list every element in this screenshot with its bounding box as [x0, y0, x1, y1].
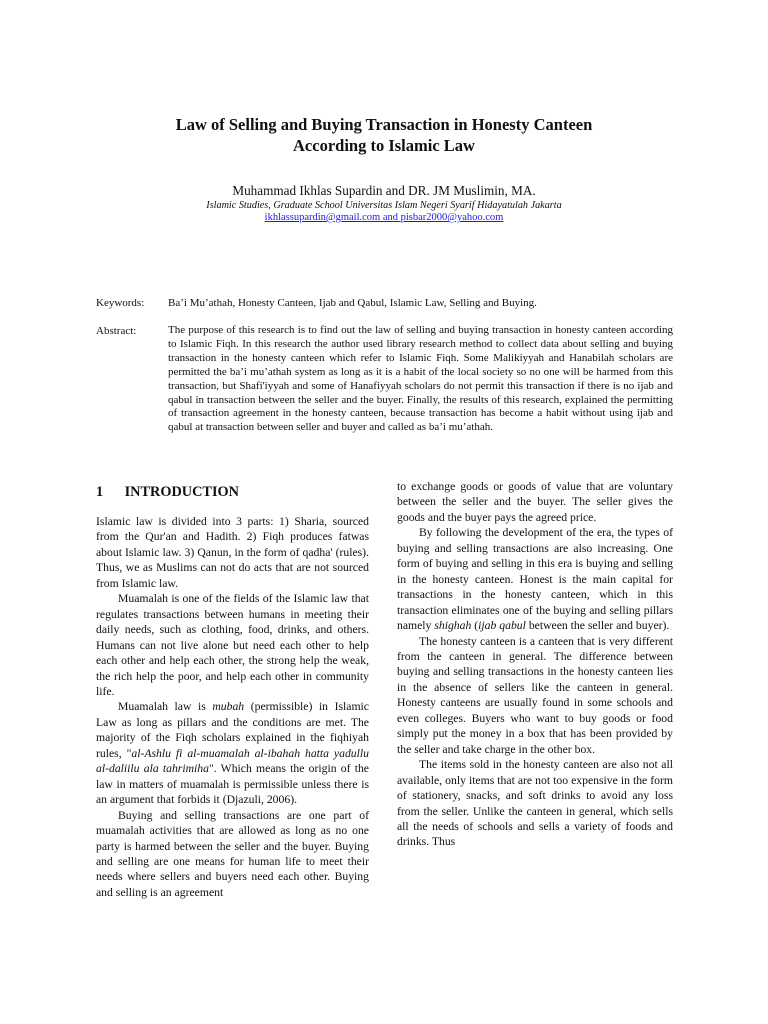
paragraph: Muamalah law is mubah (permissible) in Islamic Law as long as pillars and the conditions are met. The majority of the Fiqh scholars explained in the fiqhiyah rules, "al-Ashlu fi al-muamalah al-ibahah hatta yadullu al-daliilu ala tahrimiha". Which means the origin of the law in matters of muamalah is permissible unless there is an argument that forbids it (Djazuli, 2006). [96, 700, 369, 807]
authors: Muhammad Ikhlas Supardin and DR. JM Muslimin, MA. [232, 183, 536, 198]
left-column [96, 514, 369, 900]
abstract-label: Abstract: [96, 325, 137, 337]
section-number: 1 [96, 484, 104, 500]
email-link[interactable]: ikhlassupardin@gmail.com and pisbar2000@yahoo.com [264, 212, 504, 223]
keywords-label: Keywords: [96, 297, 145, 309]
paragraph: Muamalah is one of the fields of the Islamic law that regulates transactions between humans in meeting their daily needs, such as clothing, food, drinks, and others. Humans can not live alone but need each other to help each other and help each other, the strong help the weak, the rich help the poor, and help each other in community life. [96, 592, 369, 698]
section-title: INTRODUCTION [124, 484, 239, 500]
section-heading [96, 483, 239, 501]
paragraph: to exchange goods or goods of value that are voluntary between the seller and the buyer. The seller gives the goods and the buyer pays the agreed price. [397, 480, 673, 524]
paragraph: Islamic law is divided into 3 parts: 1) Sharia, sourced from the Qur'an and Hadith. 2) Fiqh produces fatwas about Islamic law. 3) Qanun, in the form of qadha' (rules). Thus, we as Muslims can not do acts that are not sourced from Islamic law. [96, 515, 369, 590]
author-emails[interactable] [96, 211, 672, 224]
affiliation: Islamic Studies, Graduate School Universitas Islam Negeri Syarif Hidayatulah Jakarta [206, 200, 562, 211]
paragraph: Buying and selling transactions are one part of muamalah activities that are allowed as long as no one party is harmed between the seller and the buyer. Buying and selling are one means for human life to meet their needs where sellers and buyers need each other. Buying and selling is an agreement [96, 808, 369, 899]
title-line-1: Law of Selling and Buying Transaction in Honesty Canteen [175, 115, 593, 134]
paragraph: The items sold in the honesty canteen are also not all available, only items that are not too expensive in the form of stationery, snacks, and soft drinks to avoid any loss from the seller. Unlike the canteen in general, which sells all the needs of schools and sells a variety of foods and drinks. Thus [397, 758, 673, 849]
right-column [397, 479, 673, 850]
paper-title [96, 114, 672, 156]
paragraph: The honesty canteen is a canteen that is very different from the canteen in general. The difference between buying and selling transactions in the honesty canteen lies in the absence of sellers like the canteen in general. Honesty canteens are usually found in some schools and even colleges. Buyers who want to buy goods or food simply put the money in a box that has been provided by the seller and take charge in the other box. [397, 634, 673, 756]
keywords-text: Ba’i Mu’athah, Honesty Canteen, Ijab and Qabul, Islamic Law, Selling and Buying. [168, 297, 537, 309]
title-line-2: According to Islamic Law [293, 136, 475, 155]
paragraph: By following the development of the era, the types of buying and selling transactions are also increasing. One form of buying and selling in this era is buying and selling in the honesty canteen. Honest is the main capital for transactions in the honesty canteen, which in this transaction eliminates one of the buying and selling pillars namely shighah (ijab qabul between the seller and buyer). [397, 526, 673, 633]
abstract-text: The purpose of this research is to find out the law of selling and buying transaction in honesty canteen according to Islamic Fiqh. In this research the author used library research method to collect data about selling and buying transaction in the honesty canteen which refer to Islamic Fiqh. Some Malikiyyah and Hanabilah scholars are permitted the ba’i mu’athah system as long as it is a habit of the local society so no one will be harmed from this transaction, but Shafi'iyyah and some of Hanafiyyah scholars do not permit this transaction if there is no ijab and qabul in transaction between the seller and the buyer. Finally, the results of this research, explained the permitting of transaction agreement in the honesty canteen, because transaction has become a habit without using ijab and qabul at transaction between seller and buyer and called as ba’i mu’athah. [168, 324, 673, 434]
